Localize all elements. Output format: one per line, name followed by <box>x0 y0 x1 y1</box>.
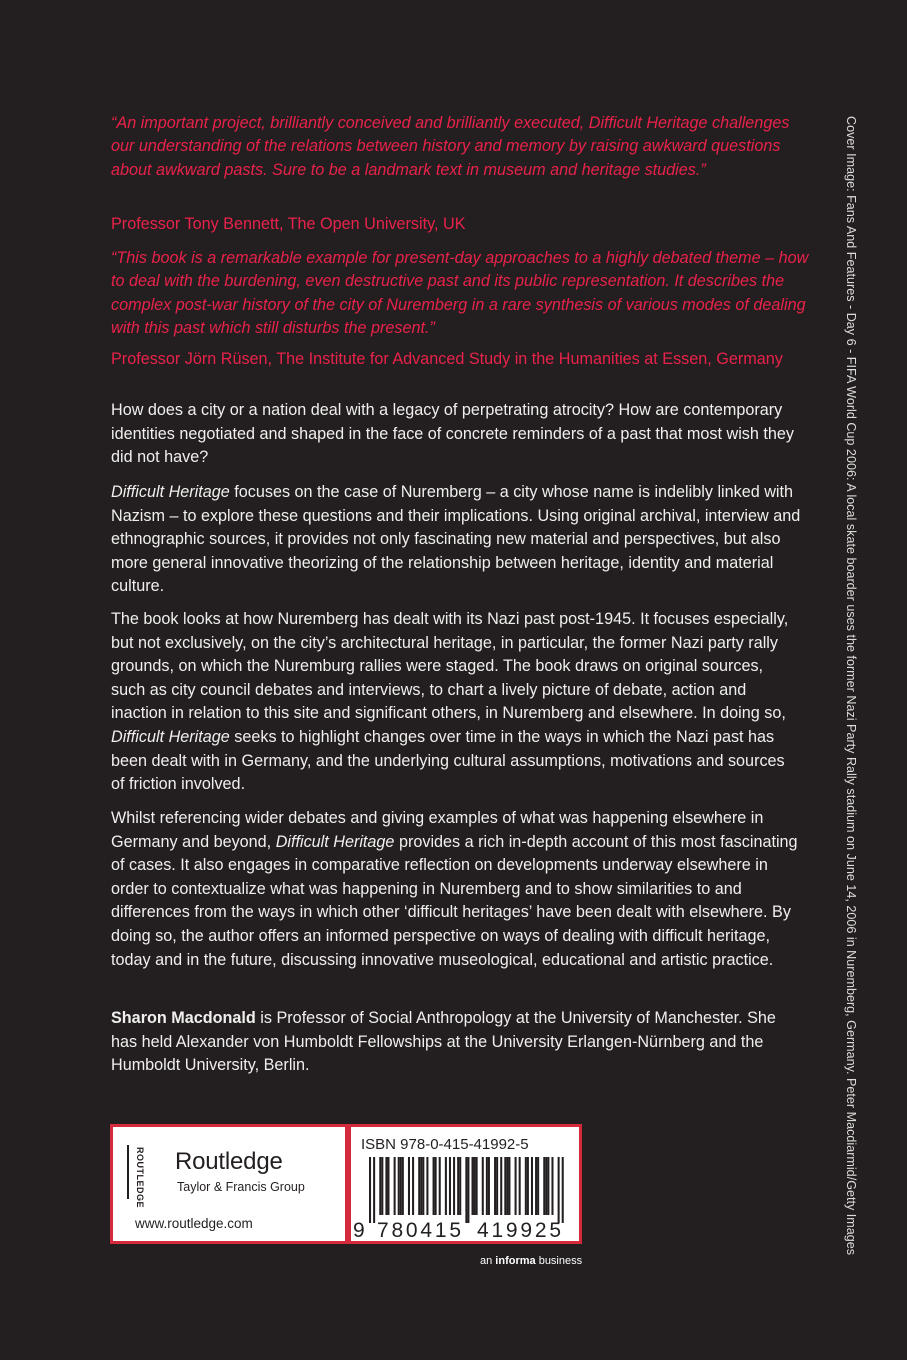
barcode-bar <box>435 1157 437 1215</box>
barcode-bar <box>408 1157 410 1215</box>
barcode-bars <box>369 1157 564 1223</box>
barcode-bar <box>535 1157 537 1215</box>
barcode-bar <box>527 1157 529 1215</box>
comparison-paragraph <box>111 807 801 972</box>
barcode-bar <box>373 1157 375 1223</box>
barcode-bar <box>439 1157 441 1215</box>
barcode-bar <box>543 1157 545 1215</box>
comparison-paragraph-start: Whilst referencing wider debates and giving examples of what was happening elsewhere in Germany and beyond, <box>111 809 764 851</box>
nuremberg-paragraph <box>111 608 801 797</box>
barcode-bar <box>400 1157 402 1215</box>
quote-1-text: “An important project, brilliantly conceived and brilliantly executed, Difficult Heritage challenges our understanding of the relations between history and memory by raising awkward questions about awkward pasts. Sure to be a landmark text in museum and heritage studies.” <box>111 114 790 179</box>
barcode-bar <box>476 1157 478 1215</box>
informa-brand: informa <box>495 1255 536 1267</box>
nuremberg-paragraph-start: The book looks at how Nuremberg has dealt with its Nazi past post-1945. It focuses especially, but not exclusively, on the city’s architectural heritage, in particular, the former Nazi party rally grounds, on which the Nuremburg rallies were staged. The book draws on original sources, such as city council debates and interviews, to chart a lively picture of debate, action and inaction in relation to this site and significant others, in Nuremberg and elsewhere. In doing so, <box>111 610 789 723</box>
barcode-bar <box>494 1157 496 1215</box>
book-title: Difficult Heritage <box>111 727 230 746</box>
author-bio <box>111 1007 801 1078</box>
barcode-bar <box>488 1157 490 1215</box>
barcode-digit-first: 9 <box>353 1219 365 1241</box>
barcode-bar <box>402 1157 404 1215</box>
barcode-bar <box>537 1157 539 1215</box>
barcode-bar <box>379 1157 381 1215</box>
barcode-bar <box>482 1157 484 1215</box>
routledge-logo-text: ROUTLEDGE <box>135 1147 145 1209</box>
book-title: Difficult Heritage <box>111 483 230 501</box>
book-title: Difficult Heritage <box>275 832 395 851</box>
barcode-bar <box>525 1157 527 1215</box>
publisher-url[interactable]: www.routledge.com <box>135 1216 253 1231</box>
barcode-bar <box>381 1157 383 1215</box>
publisher-group: Taylor & Francis Group <box>177 1180 305 1194</box>
barcode-bar <box>558 1157 560 1223</box>
barcode-bar <box>506 1157 508 1215</box>
barcode-digits-left: 780415 <box>377 1219 461 1241</box>
barcode-bar <box>465 1157 467 1223</box>
barcode-bar <box>562 1157 564 1223</box>
barcode-bar <box>504 1157 506 1215</box>
publisher-name: Routledge <box>175 1148 283 1175</box>
barcode-bar <box>449 1157 451 1215</box>
barcode-bar <box>519 1157 521 1215</box>
barcode-bar <box>508 1157 510 1215</box>
nuremberg-paragraph-end: seeks to highlight changes over time in the ways in which the Nazi past has been dealt with in Germany, and the underlying cultural assumptions, motivations and sources of friction involved. <box>111 727 785 794</box>
barcode-bar <box>486 1157 488 1215</box>
barcode-bar <box>551 1157 553 1215</box>
barcode-bar <box>412 1157 414 1215</box>
barcode-bar <box>394 1157 396 1215</box>
cover-image-credit: Cover Image: Fans And Features - Day 6 - FIFA World Cup 2006: A local skate boarder uses the former Nazi Party Rally stadium on June 14, 2006 in Nuremberg, Germany. Peter Macdiarmid/Getty Images <box>844 116 858 1256</box>
barcode-bar <box>472 1157 474 1215</box>
routledge-logo-icon <box>127 1145 153 1209</box>
barcode-bar <box>496 1157 498 1215</box>
barcode-bar <box>474 1157 476 1215</box>
informa-business: an informa business <box>480 1255 583 1267</box>
isbn-barcode <box>351 1127 579 1241</box>
barcode-bar <box>453 1157 455 1215</box>
barcode-bar <box>418 1157 420 1215</box>
barcode-bar <box>459 1157 461 1215</box>
focus-paragraph-text: focuses on the case of Nuremberg – a city whose name is indelibly linked with Nazism – to explore these questions and their implications. Using original archival, interview and ethnographic sources, it provides not only fascinating new material and perspectives, but also more general innovative theorizing of the relationship between heritage, identity and material culture. <box>111 483 801 596</box>
barcode-bar <box>457 1157 459 1215</box>
author-name: Sharon Macdonald <box>111 1009 256 1027</box>
barcode-bar <box>420 1157 422 1215</box>
intro-paragraph: How does a city or a nation deal with a legacy of perpetrating atrocity? How are contemporary identities negotiated and shaped in the face of concrete reminders of a past that most wish they did not have? <box>111 401 794 467</box>
quote-2-text: “This book is a remarkable example for present-day approaches to a highly debated theme – how to deal with the burdening, even destructive past and its public representation. It describes the complex post-war history of the city of Nuremberg in a rare synthesis of various modes of dealing with this past which still disturbs the present.” <box>111 249 809 338</box>
isbn-label: ISBN 978-0-415-41992-5 <box>361 1136 529 1153</box>
isbn-box <box>348 1124 582 1244</box>
barcode-digits-right: 419925 <box>477 1219 561 1241</box>
barcode-bar <box>547 1157 549 1215</box>
barcode-bar <box>467 1157 469 1223</box>
quote-1-attribution: Professor Tony Bennett, The Open University, UK <box>111 215 466 233</box>
barcode-bar <box>369 1157 371 1223</box>
barcode-bar <box>545 1157 547 1215</box>
barcode-bar <box>426 1157 428 1215</box>
barcode-bar <box>531 1157 533 1215</box>
barcode-bar <box>387 1157 389 1215</box>
publisher-box <box>110 1124 348 1244</box>
barcode-bar <box>500 1157 502 1215</box>
barcode-bar <box>385 1157 387 1215</box>
barcode-bar <box>422 1157 424 1215</box>
quote-2-attribution: Professor Jörn Rüsen, The Institute for Advanced Study in the Humanities at Essen, Germany <box>111 350 783 368</box>
barcode-bar <box>445 1157 447 1215</box>
barcode-bar <box>433 1157 435 1215</box>
barcode-bar <box>515 1157 517 1215</box>
focus-paragraph <box>111 481 801 599</box>
barcode-bar <box>398 1157 400 1215</box>
author-bio-text: is Professor of Social Anthropology at the University of Manchester. She has held Alexander von Humboldt Fellowships at the University Erlangen-Nürnberg and the Humboldt University, Berlin. <box>111 1009 776 1075</box>
comparison-paragraph-end: provides a rich in-depth account of this most fascinating of cases. It also engages in comparative reflection on developments underway elsewhere in order to contextualize what was happening in Nuremberg and to show similarities to and differences from the ways in which other ‘difficult heritages’ have been dealt with elsewhere. By doing so, the author offers an informed perspective on ways of dealing with difficult heritage, today and in the future, discussing innovative museological, educational and artistic practice. <box>111 832 798 969</box>
